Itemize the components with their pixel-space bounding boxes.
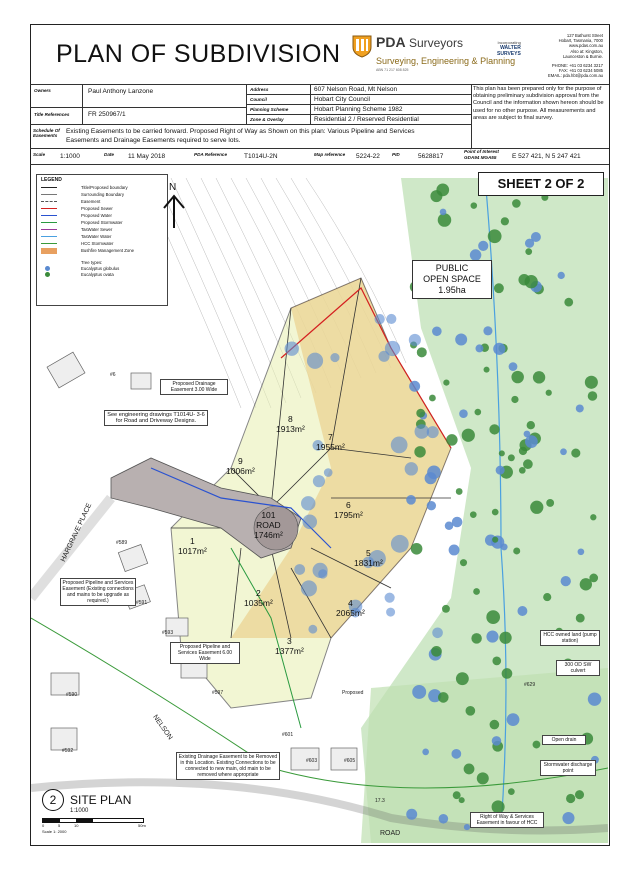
contact-block bbox=[515, 33, 603, 79]
lot-9-label bbox=[226, 456, 255, 476]
tree-symbol bbox=[484, 367, 490, 373]
legend-swatch bbox=[41, 222, 57, 223]
tree-symbol bbox=[493, 343, 505, 355]
contact-line: www.pdas.com.au bbox=[569, 43, 603, 49]
tree-symbol bbox=[330, 353, 339, 362]
road-label: ROAD bbox=[256, 520, 281, 530]
poi-value: E 527 421, N 5 247 421 bbox=[512, 153, 581, 160]
lot-area: 1377m² bbox=[275, 646, 304, 656]
brand-name bbox=[376, 34, 463, 50]
legend-title: LEGEND bbox=[41, 177, 62, 183]
legend-tree-label: Eucalyptus globulus bbox=[81, 266, 120, 271]
table-rule bbox=[30, 124, 471, 125]
lot-id: 5 bbox=[366, 548, 371, 558]
tree-symbol bbox=[438, 213, 452, 227]
tree-symbol bbox=[496, 466, 505, 475]
tree-symbol bbox=[432, 326, 442, 336]
house-number: #605 bbox=[344, 758, 356, 764]
brand-pda: PDA bbox=[376, 34, 406, 50]
tree-symbol bbox=[561, 576, 571, 586]
callout-existing-drainage: Existing Drainage Easement to be Removed in this Location. Existing Connections to be connected to new main, old main to be removed where appropriate bbox=[176, 752, 280, 780]
tree-symbol bbox=[508, 454, 515, 461]
contour-value: 17.3 bbox=[375, 798, 385, 804]
tree-symbol bbox=[478, 241, 488, 251]
lot-1-label bbox=[178, 536, 207, 556]
tree-symbol bbox=[449, 545, 460, 556]
tree-symbol bbox=[494, 283, 504, 293]
tree-symbol bbox=[431, 646, 442, 657]
pos-line2: OPEN SPACE bbox=[423, 274, 481, 284]
tree-symbol bbox=[492, 657, 501, 666]
tree-symbol bbox=[456, 672, 469, 685]
house-number: #593 bbox=[162, 630, 174, 636]
callout-stormwater-point: Stormwater discharge point bbox=[540, 760, 596, 776]
tree-symbol bbox=[560, 448, 567, 455]
contact-line: 127 Bathurst Street bbox=[566, 33, 603, 38]
address-label: Address bbox=[250, 87, 269, 92]
lot-area: 1913m² bbox=[276, 424, 305, 434]
tree-symbol bbox=[486, 610, 500, 624]
callout-proposed-small: Proposed bbox=[342, 690, 364, 696]
contact-line: Hobart, Tasmania, 7000 bbox=[558, 38, 603, 44]
legend-item-label: Bushfire Management Zone bbox=[81, 248, 135, 253]
lot-area: 1795m² bbox=[334, 510, 363, 520]
council-value: Hobart City Council bbox=[314, 96, 370, 103]
date-label: Date bbox=[104, 152, 114, 157]
tree-symbol bbox=[466, 706, 476, 716]
tree-symbol bbox=[443, 379, 449, 385]
tree-symbol bbox=[455, 334, 467, 346]
walter-line: SURVEYS bbox=[497, 51, 521, 57]
contact-line: PHONE: +61 03 6234 3217 bbox=[551, 63, 603, 69]
table-rule bbox=[30, 148, 609, 149]
tree-symbol bbox=[386, 314, 396, 324]
lot-id: 3 bbox=[287, 636, 292, 646]
tree-symbol bbox=[590, 514, 596, 520]
tree-symbol bbox=[302, 515, 317, 530]
tree-symbol bbox=[313, 475, 325, 487]
tree-symbol bbox=[406, 495, 416, 505]
tree-symbol bbox=[530, 501, 543, 514]
pda-ref-value: T1014U-2N bbox=[244, 153, 278, 160]
lot-area: 1006m² bbox=[226, 466, 255, 476]
tree-symbol bbox=[452, 517, 463, 528]
table-rule bbox=[246, 114, 471, 115]
tree-symbol bbox=[492, 537, 498, 543]
house-number: #601 bbox=[282, 732, 294, 738]
callout-row-easement: Right of Way & Services Easement in favour of HCC bbox=[470, 812, 544, 828]
road-lot-label bbox=[254, 510, 283, 540]
tree-symbol bbox=[386, 608, 395, 617]
tree-symbol bbox=[470, 511, 477, 518]
tree-symbol bbox=[578, 548, 585, 555]
tree-symbol bbox=[486, 630, 498, 642]
map-ref-value: 5224-22 bbox=[356, 153, 380, 160]
tree-symbol bbox=[576, 614, 585, 623]
lot-area: 2065m² bbox=[336, 608, 365, 618]
owners-value: Paul Anthony Lanzone bbox=[88, 88, 154, 95]
table-rule bbox=[246, 94, 471, 95]
brand-abn: ABN 71 217 608 825 bbox=[376, 68, 409, 72]
legend-swatch bbox=[41, 236, 57, 237]
tree-symbol bbox=[525, 435, 538, 448]
legend-swatch bbox=[41, 229, 57, 230]
house-number: #592 bbox=[62, 748, 74, 754]
tree-symbol bbox=[566, 794, 575, 803]
tree-symbol bbox=[546, 390, 552, 396]
callout-open-drain: Open drain bbox=[542, 735, 586, 745]
lot-5-label bbox=[354, 548, 383, 568]
planning-label: Planning Scheme bbox=[250, 107, 289, 112]
callout-drainage-3m: Proposed Drainage Easement 3.00 Wide bbox=[160, 379, 228, 395]
legend-swatch bbox=[41, 243, 57, 244]
lot-id: 9 bbox=[238, 456, 243, 466]
tree-symbol bbox=[558, 272, 565, 279]
tree-symbol bbox=[471, 202, 477, 208]
house-number: #6 bbox=[110, 372, 116, 378]
tree-symbol bbox=[301, 496, 315, 510]
contact-line: Also at: Kingston, bbox=[570, 48, 603, 54]
legend-swatch bbox=[41, 187, 57, 188]
tree-symbol bbox=[533, 371, 545, 383]
tree-symbol bbox=[546, 499, 554, 507]
tree-symbol bbox=[483, 326, 492, 335]
tree-symbol bbox=[422, 749, 429, 756]
tree-symbol bbox=[507, 713, 520, 726]
tree-symbol bbox=[475, 344, 483, 352]
tree-symbol bbox=[492, 509, 499, 516]
tree-symbol bbox=[501, 217, 509, 225]
tree-symbol bbox=[533, 741, 541, 749]
tree-symbol bbox=[543, 593, 551, 601]
tree-symbol bbox=[519, 467, 526, 474]
legend-swatch bbox=[41, 208, 57, 209]
tree-symbol bbox=[585, 376, 598, 389]
contact-line: EMAIL: pda.hbt@pda.com.au bbox=[548, 73, 603, 79]
poi-label: Point of Interest GDA94 MGA55 bbox=[464, 149, 499, 160]
pos-line1: PUBLIC bbox=[435, 263, 469, 273]
scale-note: Scale 1: 2000 bbox=[42, 829, 67, 834]
tree-symbol bbox=[412, 685, 426, 699]
tree-symbol bbox=[525, 239, 534, 248]
lot-3-label bbox=[275, 636, 304, 656]
tree-symbol bbox=[499, 450, 505, 456]
map-ref-label: Map reference bbox=[314, 152, 346, 157]
house-number: #597 bbox=[212, 690, 224, 696]
tree-symbol bbox=[489, 424, 499, 434]
drawing-number: 2 bbox=[42, 789, 64, 811]
tree-symbol bbox=[409, 381, 420, 392]
tree-symbol bbox=[523, 459, 533, 469]
tree-symbol bbox=[406, 809, 417, 820]
legend-tree-types-label: Tree types: bbox=[81, 260, 103, 265]
legend-item-label: Title/Proposed boundary bbox=[81, 185, 128, 190]
tree-symbol bbox=[575, 790, 584, 799]
tree-symbol bbox=[473, 588, 480, 595]
tree-symbol bbox=[308, 625, 317, 634]
table-rule bbox=[310, 84, 311, 124]
tree-symbol bbox=[562, 812, 574, 824]
tree-symbol bbox=[451, 749, 461, 759]
legend-swatch bbox=[41, 248, 57, 254]
scale-bar bbox=[42, 818, 162, 834]
tree-symbol bbox=[385, 593, 395, 603]
tree-symbol bbox=[588, 692, 601, 705]
lot-id: 2 bbox=[256, 588, 261, 598]
tree-symbol bbox=[318, 569, 327, 578]
table-rule bbox=[30, 164, 609, 165]
plan-title: PLAN OF SUBDIVISION bbox=[56, 40, 341, 68]
table-rule bbox=[246, 84, 247, 124]
tree-symbol bbox=[490, 720, 500, 730]
tree-symbol bbox=[462, 429, 475, 442]
scale-label: Scale bbox=[33, 152, 46, 157]
tree-symbol bbox=[488, 229, 502, 243]
road-id: 101 bbox=[261, 510, 276, 520]
council-label: Council bbox=[250, 97, 267, 102]
scale-tick: 50m bbox=[138, 823, 146, 828]
lot-4-label bbox=[336, 598, 365, 618]
tree-symbol bbox=[430, 190, 442, 202]
tree-symbol bbox=[391, 535, 409, 553]
tree-symbol bbox=[294, 564, 305, 575]
tree-symbol bbox=[460, 559, 467, 566]
tree-symbol bbox=[512, 199, 521, 208]
brand-surveyors: Surveyors bbox=[408, 36, 463, 50]
legend-tree-label: Eucalyptus ovata bbox=[81, 272, 114, 277]
tree-symbol bbox=[589, 574, 598, 583]
scale-tick: 5 bbox=[58, 823, 61, 828]
legend-swatch bbox=[41, 215, 57, 216]
tree-symbol bbox=[453, 791, 461, 799]
zone-value: Residential 2 / Reserved Residential bbox=[314, 116, 419, 123]
title-ref-label: Title References bbox=[34, 112, 70, 117]
tree-symbol bbox=[477, 772, 489, 784]
schedule-label: Schedule Of Easements bbox=[33, 128, 60, 138]
callout-culvert: 300 OD SW culvert bbox=[556, 660, 600, 676]
pid-value: 5628817 bbox=[418, 153, 444, 160]
tree-symbol bbox=[511, 396, 518, 403]
house-number: #591 bbox=[136, 600, 148, 606]
pda-ref-label: PDA Reference bbox=[194, 152, 228, 157]
tree-symbol bbox=[378, 351, 389, 362]
tree-symbol bbox=[438, 692, 449, 703]
tree-symbol bbox=[439, 814, 449, 824]
tree-symbol bbox=[471, 633, 481, 643]
table-rule bbox=[246, 104, 471, 105]
tree-symbol bbox=[517, 606, 527, 616]
tree-symbol bbox=[525, 275, 538, 288]
tree-symbol bbox=[464, 764, 475, 775]
lot-id: 1 bbox=[190, 536, 195, 546]
tree-symbol bbox=[301, 580, 317, 596]
table-rule bbox=[471, 84, 472, 148]
public-open-space-label bbox=[412, 260, 492, 299]
legend-item-label: HCC Stormwater bbox=[81, 241, 114, 246]
pda-shield-logo bbox=[352, 34, 372, 58]
tree-symbol bbox=[576, 404, 584, 412]
tree-symbol bbox=[511, 371, 523, 383]
tree-symbol bbox=[527, 421, 535, 429]
table-rule bbox=[30, 84, 609, 85]
legend-item-label: Proposed Sewer bbox=[81, 206, 113, 211]
table-rule bbox=[30, 107, 246, 108]
north-label: N bbox=[169, 182, 177, 193]
lot-id: 4 bbox=[348, 598, 353, 608]
lot-7-label bbox=[316, 432, 345, 452]
tree-symbol bbox=[375, 314, 385, 324]
tree-symbol bbox=[513, 547, 520, 554]
planning-value: Hobart Planning Scheme 1982 bbox=[314, 106, 403, 113]
lot-8-label bbox=[276, 414, 305, 434]
tree-symbol bbox=[307, 353, 323, 369]
contact-line: FAX: +61 03 6234 5085 bbox=[558, 68, 603, 74]
date-value: 11 May 2018 bbox=[128, 153, 166, 160]
house-number: #629 bbox=[524, 682, 536, 688]
tree-symbol bbox=[432, 627, 443, 638]
scale-tick: 0 bbox=[42, 823, 45, 828]
legend-item-label: Proposed Water bbox=[81, 213, 112, 218]
disclaimer-note: This plan has been prepared only for the purpose of obtaining preliminary subdivision approval from the Council and the information shown hereon should be used for no other purpose. All measurements and areas are subject to final survey. bbox=[473, 86, 604, 121]
brand-tagline: Surveying, Engineering & Planning bbox=[376, 56, 516, 66]
tree-symbol bbox=[391, 437, 408, 454]
tree-symbol bbox=[571, 449, 580, 458]
tree-symbol bbox=[427, 426, 439, 438]
walter-line: WALTER bbox=[500, 45, 521, 51]
house-number: #590 bbox=[66, 692, 78, 698]
scale-value: 1:1000 bbox=[60, 153, 80, 160]
road-area: 1746m² bbox=[254, 530, 283, 540]
address-value: 607 Nelson Road, Mt Nelson bbox=[314, 86, 398, 93]
tree-symbol bbox=[508, 788, 515, 795]
site-plan-scale: 1:1000 bbox=[70, 808, 89, 814]
tree-symbol bbox=[285, 341, 299, 355]
tree-symbol bbox=[502, 668, 513, 679]
legend-swatch bbox=[41, 194, 57, 195]
site-plan-title: SITE PLAN bbox=[70, 793, 132, 807]
tree-symbol bbox=[588, 391, 598, 401]
pid-label: PID bbox=[392, 152, 400, 157]
legend-item-label: Proposed Stormwater bbox=[81, 220, 123, 225]
tree-symbol bbox=[417, 347, 427, 357]
legend-item-label: TasWater Water bbox=[81, 234, 112, 239]
scale-tick: 10 bbox=[74, 823, 79, 828]
tree-symbol bbox=[324, 468, 333, 477]
lot-area: 1955m² bbox=[316, 442, 345, 452]
lot-2-label bbox=[244, 588, 273, 608]
contact-line: Launceston & Burnie. bbox=[562, 53, 603, 59]
tree-symbol bbox=[409, 334, 421, 346]
callout-pipeline-6m: Proposed Pipeline and Services Easement 6.00 Wide bbox=[170, 642, 240, 664]
tree-symbol bbox=[425, 472, 437, 484]
lot-id: 6 bbox=[346, 500, 351, 510]
callout-engineering: See engineering drawings T1014U- 3-6 for Road and Driveway Designs. bbox=[104, 410, 208, 426]
tree-symbol bbox=[459, 409, 468, 418]
nelson-label: NELSON bbox=[151, 713, 174, 742]
tree-symbol bbox=[405, 462, 418, 475]
tree-symbol bbox=[427, 501, 436, 510]
tree-symbol bbox=[475, 409, 482, 416]
tree-symbol bbox=[411, 543, 423, 555]
lot-area: 1035m² bbox=[244, 598, 273, 608]
tree-symbol bbox=[564, 298, 573, 307]
tree-symbol bbox=[429, 395, 436, 402]
lot-id: 7 bbox=[328, 432, 333, 442]
tree-symbol bbox=[525, 248, 532, 255]
tree-symbol bbox=[492, 736, 502, 746]
tree-symbol bbox=[442, 605, 450, 613]
legend-tree-dot bbox=[45, 272, 50, 277]
lot-area: 1831m² bbox=[354, 558, 383, 568]
callout-pipeline-upgrade: Proposed Pipeline and Services Easement (Existing connections and mains to be upgrade as required.) bbox=[60, 578, 136, 606]
hargrave-place-label: HARGRAVE PLACE bbox=[60, 502, 94, 563]
house-number: #589 bbox=[116, 540, 128, 546]
pos-area: 1.95ha bbox=[438, 285, 466, 295]
tree-symbol bbox=[446, 434, 457, 445]
table-rule bbox=[82, 84, 83, 124]
legend-tree-dot bbox=[45, 266, 50, 271]
legend-item-label: TasWater Sewer bbox=[81, 227, 113, 232]
house-number: #603 bbox=[306, 758, 318, 764]
tree-symbol bbox=[416, 409, 425, 418]
callout-hcc-land: HCC owned land (pump station) bbox=[540, 630, 600, 646]
sheet-number: SHEET 2 OF 2 bbox=[478, 172, 604, 196]
schedule-value: Existing Easements to be carried forward. Proposed Right of Way as Shown on this plan: Various Pipeline and Services Easements and Drainage Easements required to serve lots. bbox=[66, 128, 415, 144]
title-ref-value: FR 250967/1 bbox=[88, 111, 126, 118]
lot-id: 8 bbox=[288, 414, 293, 424]
legend-item-label: Surrounding Boundary bbox=[81, 192, 124, 197]
tree-symbol bbox=[440, 209, 447, 216]
legend-panel bbox=[36, 174, 168, 306]
tree-symbol bbox=[499, 632, 511, 644]
tree-symbol bbox=[456, 488, 463, 495]
owners-label: Owners bbox=[34, 88, 51, 93]
walter-line: Incorporating bbox=[497, 40, 521, 45]
legend-item-label: Easement bbox=[81, 199, 101, 204]
zone-label: Zone & Overlay bbox=[250, 117, 284, 122]
tree-symbol bbox=[414, 446, 425, 457]
tree-symbol bbox=[509, 362, 518, 371]
tree-symbol bbox=[459, 797, 465, 803]
lot-area: 1017m² bbox=[178, 546, 207, 556]
legend-swatch bbox=[41, 201, 57, 202]
lot-6-label bbox=[334, 500, 363, 520]
road-label-bottom: ROAD bbox=[380, 830, 401, 837]
